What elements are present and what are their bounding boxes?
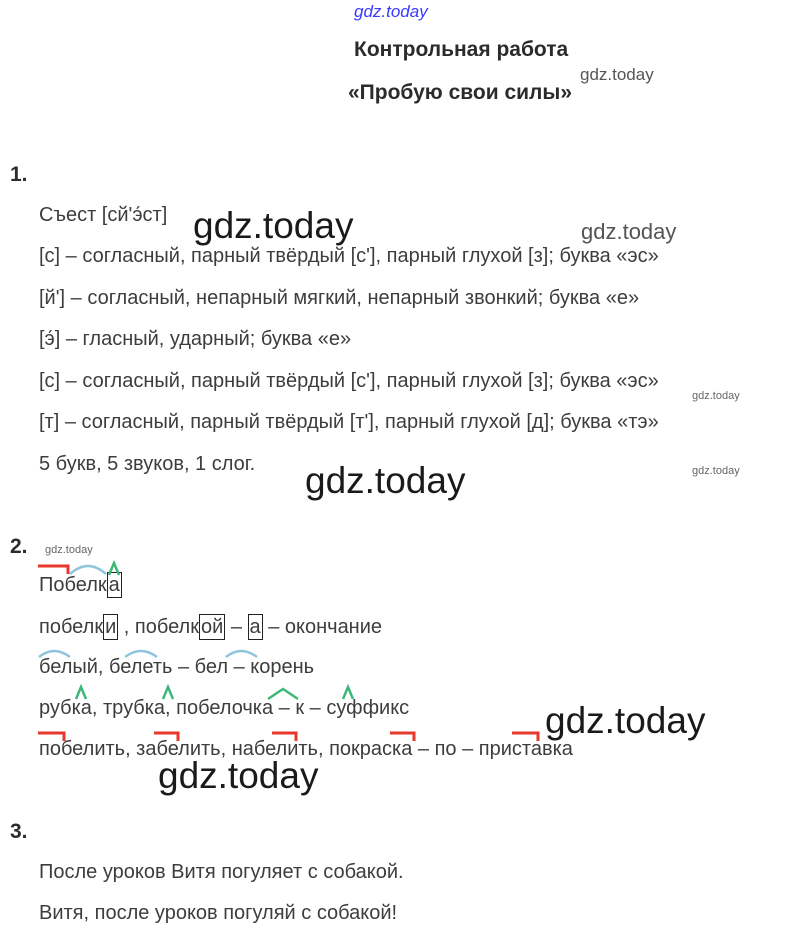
word-ending: и: [105, 616, 117, 638]
watermark-top: gdz.today: [354, 2, 428, 21]
watermark: gdz.today: [580, 65, 654, 84]
task3-line: После уроков Витя погуляет с собакой.: [39, 861, 404, 883]
word-ending: ой: [200, 616, 224, 638]
task2-line-root: белый, белеть – бел – корень: [39, 656, 315, 678]
task1-line: Съест [сй'э́ст]: [39, 204, 168, 226]
watermark: gdz.today: [305, 460, 466, 501]
task-number: 1.: [10, 163, 28, 186]
word-stem: побелк: [134, 616, 199, 638]
task3-line: Витя, после уроков погуляй с собакой!: [39, 902, 398, 924]
word-ending: а: [249, 616, 261, 638]
task-number: 3.: [10, 820, 28, 843]
watermark: gdz.today: [692, 390, 740, 402]
task1-line: [с] – согласный, парный твёрдый [с'], парный глухой [з]; буква «эс»: [39, 370, 659, 392]
label-text: – окончание: [262, 616, 383, 638]
watermark: gdz.today: [193, 205, 354, 246]
task1-line: [э́] – гласный, ударный; буква «е»: [39, 328, 352, 350]
page-subtitle: «Пробую свои силы»: [348, 81, 572, 104]
task1-line: [с] – согласный, парный твёрдый [с'], парный глухой [з]; буква «эс»: [39, 245, 659, 267]
task1-line: [т] – согласный, парный твёрдый [т'], парный глухой [д]; буква «тэ»: [39, 411, 659, 433]
word-stem: побелк: [39, 616, 104, 638]
task2-line-suffix: рубка, трубка, побелочка – к – суффикс: [39, 697, 410, 719]
watermark: gdz.today: [545, 700, 706, 741]
separator: –: [225, 616, 248, 638]
word-ending: а: [108, 574, 120, 596]
separator: ,: [118, 616, 135, 638]
task2-line-ending: [39, 614, 382, 640]
task-number: 2.: [10, 535, 28, 558]
watermark: gdz.today: [692, 465, 740, 477]
page-title: Контрольная работа: [354, 38, 569, 61]
watermark: gdz.today: [581, 219, 677, 244]
watermark: gdz.today: [45, 544, 93, 556]
task2-line-prefix: побелить, забелить, набелить, покраска – по – приставка: [39, 738, 573, 760]
task1-line: [й'] – согласный, непарный мягкий, непарный звонкий; буква «е»: [39, 287, 640, 309]
task1-line: 5 букв, 5 звуков, 1 слог.: [39, 453, 256, 475]
watermark: gdz.today: [158, 755, 319, 796]
task2-word: [39, 572, 122, 598]
word-stem: Побелк: [39, 574, 107, 596]
